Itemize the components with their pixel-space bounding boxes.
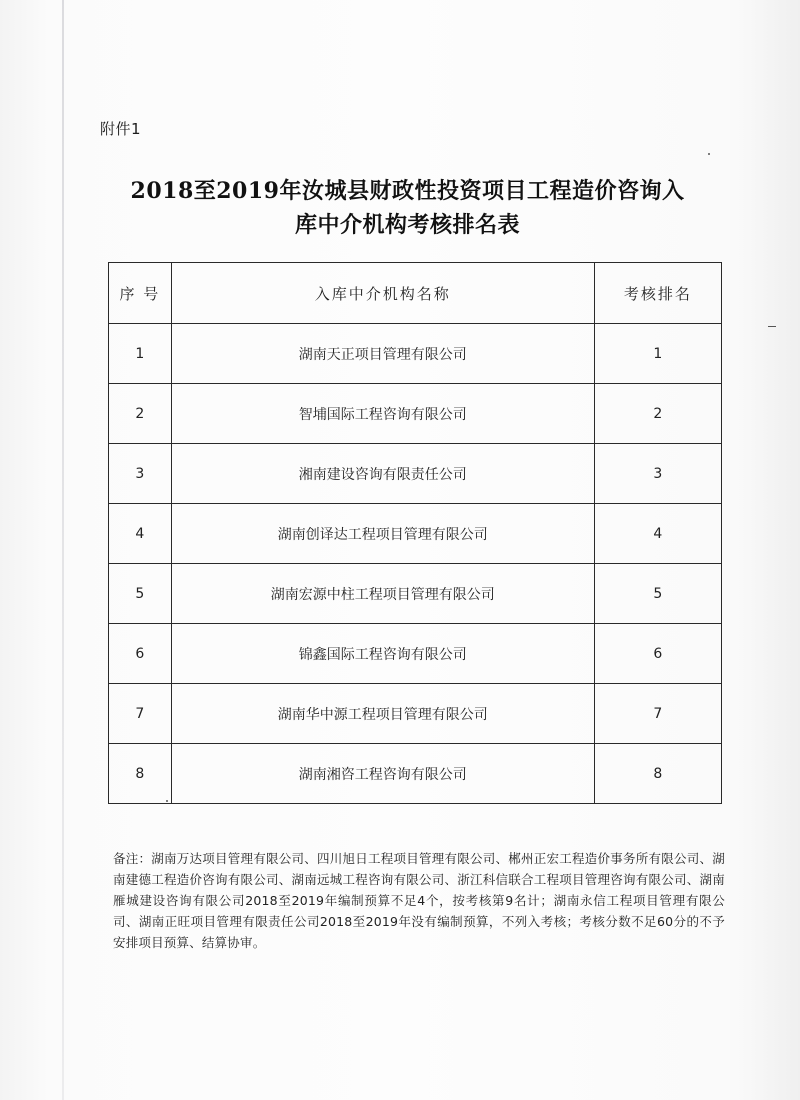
cell-seq: 6 xyxy=(109,624,172,684)
table-row xyxy=(109,444,722,504)
table-row xyxy=(109,324,722,384)
header-rank: 考核排名 xyxy=(594,263,721,324)
cell-rank: 1 xyxy=(594,324,721,384)
title-line-2: 库中介机构考核排名表 xyxy=(294,212,520,238)
cell-rank: 4 xyxy=(594,504,721,564)
cell-rank: 8 xyxy=(594,744,721,804)
header-name: 入库中介机构名称 xyxy=(171,263,594,324)
cell-name: 湖南天正项目管理有限公司 xyxy=(171,324,594,384)
page-fold-line xyxy=(62,0,64,1100)
table-row xyxy=(109,684,722,744)
cell-seq: 3 xyxy=(109,444,172,504)
cell-seq: 7 xyxy=(109,684,172,744)
table-header-row xyxy=(109,263,722,324)
cell-seq: 1 xyxy=(109,324,172,384)
cell-name: 湖南宏源中柱工程项目管理有限公司 xyxy=(171,564,594,624)
cell-seq: 8 xyxy=(109,744,172,804)
cell-rank: 5 xyxy=(594,564,721,624)
cell-rank: 6 xyxy=(594,624,721,684)
table-row xyxy=(109,384,722,444)
scan-speck xyxy=(708,153,710,155)
title-line-1: 2018至2019年汝城县财政性投资项目工程造价咨询入 xyxy=(130,178,685,204)
cell-rank: 2 xyxy=(594,384,721,444)
table-row xyxy=(109,504,722,564)
header-seq: 序 号 xyxy=(109,263,172,324)
cell-seq: 5 xyxy=(109,564,172,624)
remarks-note: 备注：湖南万达项目管理有限公司、四川旭日工程项目管理有限公司、郴州正宏工程造价事务所有限公司、湖南建德工程造价咨询有限公司、湖南远城工程咨询有限公司、浙江科信联合工程项目管理咨询有限公司、湖南雁城建设咨询有限公司2018至2019年编制预算不足4个，按考核第9名计；湖南永信工程项目管理有限公司、湖南正旺项目管理有限责任公司2018至2019年没有编制预算，不列入考核；考核分数不足60分的不予安排项目预算、结算协审。 xyxy=(113,851,725,950)
document-title xyxy=(95,174,720,242)
table-row xyxy=(109,564,722,624)
cell-name: 湘南建设咨询有限责任公司 xyxy=(171,444,594,504)
table-row xyxy=(109,744,722,804)
cell-name: 湖南创译达工程项目管理有限公司 xyxy=(171,504,594,564)
attachment-label: 附件1 xyxy=(100,120,142,138)
cell-seq: 4 xyxy=(109,504,172,564)
table-row xyxy=(109,624,722,684)
cell-rank: 3 xyxy=(594,444,721,504)
cell-seq: 2 xyxy=(109,384,172,444)
cell-name: 智埔国际工程咨询有限公司 xyxy=(171,384,594,444)
cell-rank: 7 xyxy=(594,684,721,744)
cell-name: 锦鑫国际工程咨询有限公司 xyxy=(171,624,594,684)
ranking-table xyxy=(108,262,722,804)
cell-name: 湖南华中源工程项目管理有限公司 xyxy=(171,684,594,744)
cell-name: 湖南湘咨工程咨询有限公司 xyxy=(171,744,594,804)
scan-speck xyxy=(166,800,168,802)
scan-speck xyxy=(768,326,776,327)
